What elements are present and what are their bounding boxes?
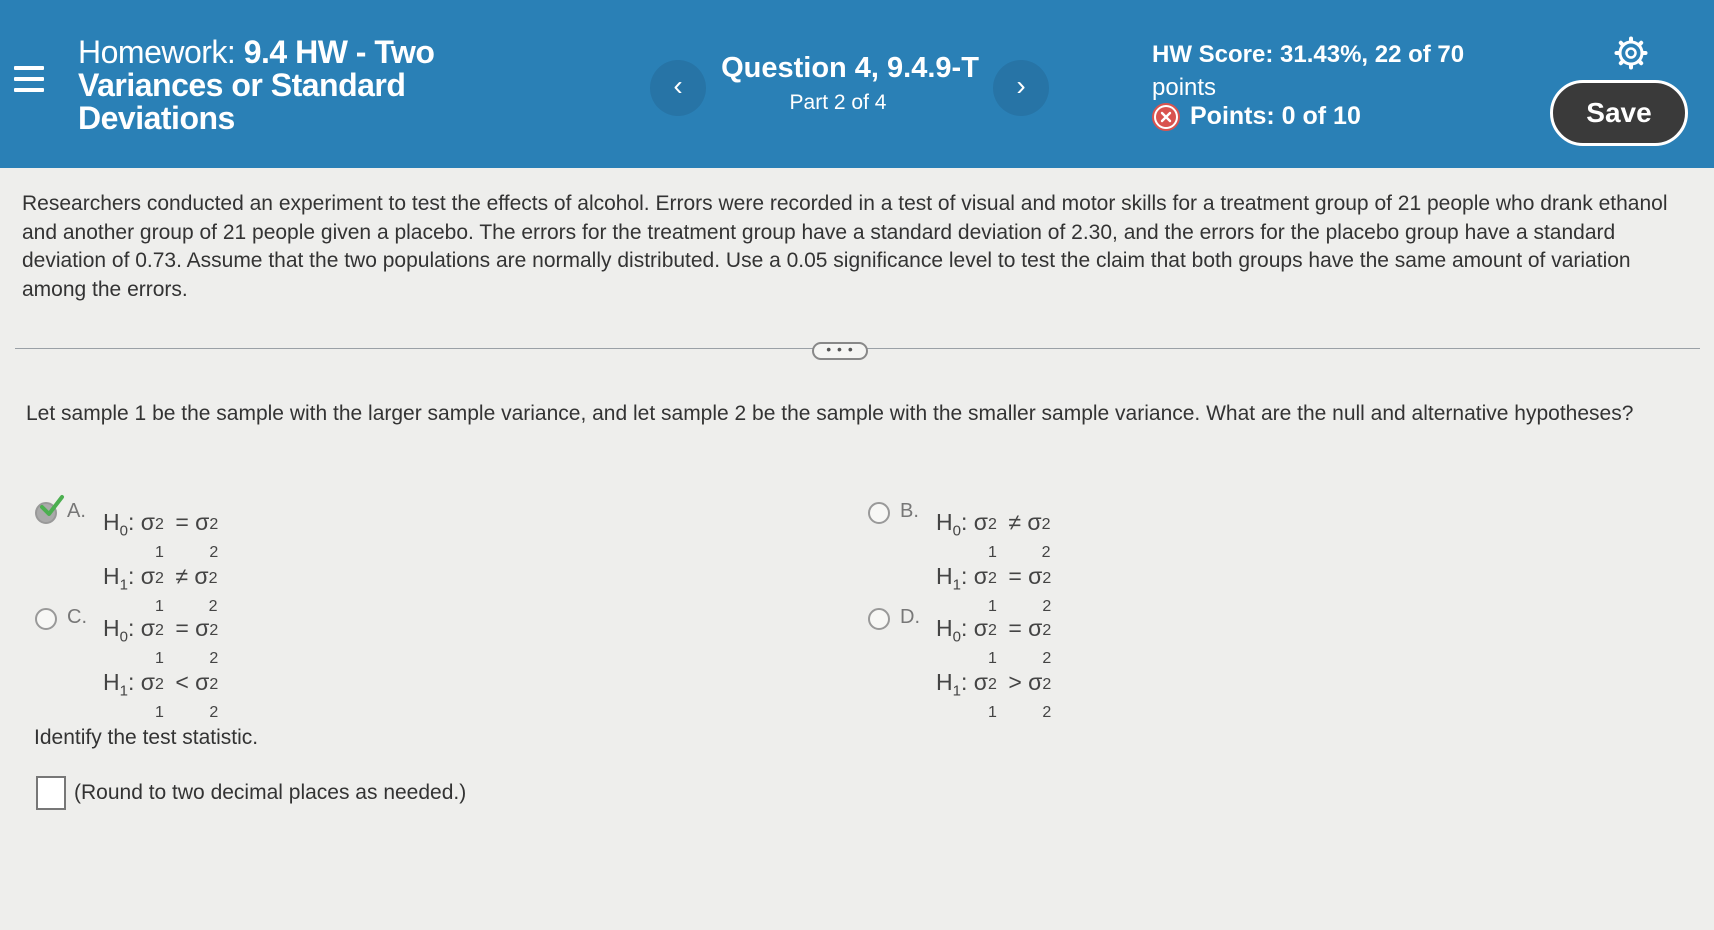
incorrect-x-icon — [1152, 103, 1180, 131]
save-button[interactable]: Save — [1550, 80, 1688, 146]
test-statistic-prompt: Identify the test statistic. — [34, 726, 259, 749]
option-d-h0-operator: = — [1008, 615, 1022, 641]
points-label: Points: 0 of 10 — [1190, 102, 1361, 130]
question-part: Part 2 of 4 — [789, 91, 887, 114]
option-c-letter: C. — [67, 606, 87, 628]
option-b[interactable] — [868, 500, 1056, 615]
option-a-h1: $H_1$: σ 2 1 ≠ σ 2 2 — [103, 562, 218, 615]
option-b-h0-operator: ≠ — [1008, 509, 1021, 535]
menu-icon[interactable] — [14, 66, 44, 92]
hw-score-value: HW Score: 31.43%, 22 of 70 — [1152, 41, 1465, 68]
top-bar — [0, 0, 1714, 168]
option-b-h1-operator: = — [1008, 562, 1022, 589]
homework-prefix: Homework: — [78, 34, 244, 70]
option-d-h0: $H_0$: σ 2 1 = σ 2 2 — [936, 615, 1052, 667]
option-c[interactable] — [35, 606, 223, 721]
option-a[interactable] — [35, 500, 223, 615]
next-question-button[interactable]: › — [993, 60, 1049, 116]
option-d[interactable] — [868, 606, 1056, 721]
option-d-h1-operator: > — [1008, 668, 1022, 695]
question-prompt: Let sample 1 be the sample with the larger sample variance, and let sample 2 be the sample with the smaller sample variance. What are the null and alternative hypotheses? — [26, 402, 1634, 425]
option-d-hypotheses — [936, 606, 1056, 721]
test-statistic-input[interactable] — [36, 776, 66, 810]
option-a-letter: A. — [67, 500, 86, 522]
gear-icon[interactable] — [1614, 36, 1648, 70]
hw-score — [1152, 38, 1482, 104]
option-c-h0-operator: = — [175, 615, 189, 641]
option-a-hypotheses — [103, 500, 223, 615]
divider-handle[interactable]: • • • — [812, 342, 868, 360]
rounding-hint: (Round to two decimal places as needed.) — [74, 781, 467, 804]
option-a-radio[interactable] — [35, 502, 57, 524]
homework-name: 9.4 HW - Two Variances or Standard Deviations — [78, 34, 435, 136]
option-a-h0-operator: = — [175, 509, 189, 535]
option-a-h1-operator: ≠ — [175, 562, 188, 589]
option-b-radio[interactable] — [868, 502, 890, 524]
question-title: Question 4, 9.4.9-T — [721, 52, 979, 84]
option-d-radio[interactable] — [868, 608, 890, 630]
option-c-hypotheses — [103, 606, 223, 721]
option-c-h1: $H_1$: σ 2 1 < σ 2 2 — [103, 668, 219, 721]
homework-title — [78, 36, 498, 135]
option-b-h1: $H_1$: σ 2 1 = σ 2 2 — [936, 562, 1052, 615]
option-c-h0: $H_0$: σ 2 1 = σ 2 2 — [103, 615, 219, 667]
option-c-h1-operator: < — [175, 668, 189, 695]
option-b-h0: $H_0$: σ 2 1 ≠ σ 2 2 — [936, 509, 1051, 561]
option-b-hypotheses — [936, 500, 1056, 615]
correct-check-icon — [39, 494, 65, 518]
option-d-h1: $H_1$: σ 2 1 > σ 2 2 — [936, 668, 1052, 721]
problem-statement: Researchers conducted an experiment to test the effects of alcohol. Errors were recorded in a test of visual and motor skills for a treatment group of 21 people who drank ethanol and another group of 21 people given a placebo. The errors for the treatment group have a standard deviation of 2.30, and the errors for the placebo group have a standard deviation of 0.73. Assume that the two populations are normally distributed. Use a 0.05 significance level to test the claim that both groups have the same amount of variation among the errors. — [22, 192, 1668, 301]
option-a-h0: $H_0$: σ 2 1 = σ 2 2 — [103, 509, 219, 561]
hw-score-unit: points — [1152, 74, 1217, 101]
option-b-letter: B. — [900, 500, 919, 522]
option-c-radio[interactable] — [35, 608, 57, 630]
previous-question-button[interactable]: ‹ — [650, 60, 706, 116]
option-d-letter: D. — [900, 606, 920, 628]
question-points — [1152, 102, 1361, 131]
test-statistic-row — [36, 776, 466, 810]
